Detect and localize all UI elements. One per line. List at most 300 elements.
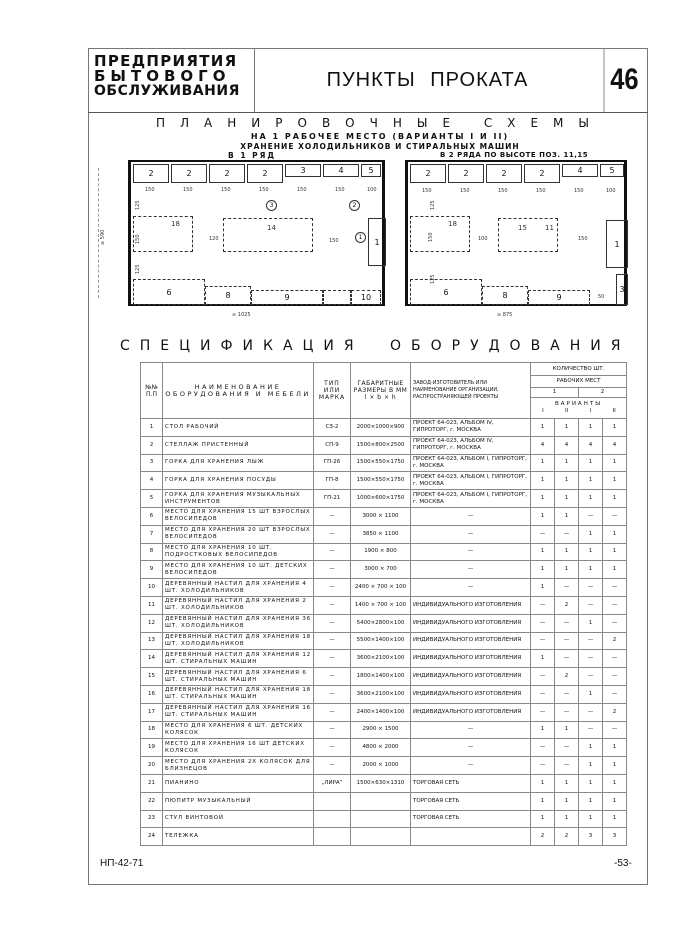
- header-divider: [88, 112, 648, 113]
- table-row: [141, 561, 627, 579]
- item-name: ГОРКА ДЛЯ ХРАНЕНИЯ ЛЫЖ: [163, 454, 314, 472]
- table-row: [141, 472, 627, 490]
- table-row: [141, 632, 627, 650]
- item-name: ПИАНИНО: [163, 774, 314, 792]
- section-heading: ПЛАНИРОВОЧНЫЕ СХЕМЫ: [156, 116, 604, 130]
- table-row: [141, 685, 627, 703]
- page-number: -53-: [614, 858, 632, 869]
- item-name: ДЕРЕВЯННЫЙ НАСТИЛ ДЛЯ ХРАНЕНИЯ 18 ШТ. ХОЛОДИЛЬНИКОВ: [163, 632, 314, 650]
- spec-title-left: СПЕЦИФИКАЦИЯ: [120, 338, 364, 354]
- table-row: [141, 721, 627, 739]
- item-type: ГП-8: [314, 472, 351, 490]
- item-maker: ПРОЕКТ 64-023, АЛЬБОМ I, ГИПРОТОРГ, г. МОСКВА: [411, 472, 531, 490]
- qty-v2-II: 1: [603, 472, 627, 490]
- item-size: 3850 × 1100: [351, 525, 411, 543]
- qty-v1-II: 2: [555, 596, 579, 614]
- item-maker: ПРОЕКТ 64-023, АЛЬБОМ I, ГИПРОТОРГ, г. МОСКВА: [411, 490, 531, 508]
- dimension: 120: [209, 236, 219, 242]
- plan-zone-label: 11: [545, 224, 554, 232]
- item-size: 2000 × 1000: [351, 757, 411, 775]
- table-row: [141, 596, 627, 614]
- row-number: 12: [141, 614, 163, 632]
- qty-v2-I: —: [579, 507, 603, 525]
- qty-v1-II: 2: [555, 668, 579, 686]
- item-type: —: [314, 721, 351, 739]
- dimension: 150: [422, 188, 432, 194]
- table-row: [141, 828, 627, 846]
- qty-v1-II: —: [555, 685, 579, 703]
- qty-v1-II: 1: [555, 810, 579, 828]
- org-line-1: ПРЕДПРИЯТИЯ: [94, 52, 238, 70]
- qty-v2-II: 4: [603, 436, 627, 454]
- plan-item: 2: [171, 164, 207, 183]
- dimension: 100: [606, 188, 616, 194]
- left-height-label: ≥ 590: [100, 229, 106, 245]
- col-header-wp2: 2: [579, 388, 627, 398]
- qty-v1-I: 1: [531, 543, 555, 561]
- qty-v2-II: 1: [603, 419, 627, 437]
- qty-v2-II: 1: [603, 525, 627, 543]
- item-maker: ПРОЕКТ 64-023, АЛЬБОМ I, ГИПРОТОРГ, г. МОСКВА: [411, 454, 531, 472]
- item-maker: ИНДИВИДУАЛЬНОГО ИЗГОТОВЛЕНИЯ: [411, 650, 531, 668]
- plan-zone-label: 18: [448, 220, 457, 228]
- item-maker: —: [411, 721, 531, 739]
- item-type: [314, 792, 351, 810]
- qty-v1-II: —: [555, 632, 579, 650]
- position-marker: 3: [266, 200, 277, 211]
- qty-v2-II: —: [603, 721, 627, 739]
- sheet-number: 46: [604, 48, 645, 112]
- row-number: 2: [141, 436, 163, 454]
- item-size: [351, 792, 411, 810]
- qty-v2-I: 1: [579, 472, 603, 490]
- row-number: 8: [141, 543, 163, 561]
- variants-label: ВАРИАНТЫ: [554, 401, 603, 407]
- dimension: 150: [183, 187, 193, 193]
- plan-item: 2: [448, 164, 484, 183]
- qty-v1-I: 1: [531, 721, 555, 739]
- position-marker: 2: [349, 200, 360, 211]
- row-number: 11: [141, 596, 163, 614]
- item-name: ГОРКА ДЛЯ ХРАНЕНИЯ ПОСУДЫ: [163, 472, 314, 490]
- org-line-3: ОБСЛУЖИВАНИЯ: [94, 83, 240, 99]
- item-size: 1000×600×1750: [351, 490, 411, 508]
- plan-zone: [323, 290, 351, 305]
- qty-v1-I: —: [531, 739, 555, 757]
- item-name: МЕСТО ДЛЯ ХРАНЕНИЯ 6 ШТ. ДЕТСКИХ КОЛЯСОК: [163, 721, 314, 739]
- row-number: 22: [141, 792, 163, 810]
- dimension: 150: [460, 188, 470, 194]
- row-number: 4: [141, 472, 163, 490]
- dimension: 150: [578, 236, 588, 242]
- item-type: [314, 828, 351, 846]
- qty-v1-II: 4: [555, 436, 579, 454]
- qty-v2-I: —: [579, 632, 603, 650]
- item-type: —: [314, 561, 351, 579]
- item-size: 1500×550×1750: [351, 472, 411, 490]
- qty-v1-II: 1: [555, 792, 579, 810]
- qty-v2-II: 1: [603, 490, 627, 508]
- row-number: 16: [141, 685, 163, 703]
- qty-v1-II: —: [555, 614, 579, 632]
- item-name: ДЕРЕВЯННЫЙ НАСТИЛ ДЛЯ ХРАНЕНИЯ 16 ШТ. СТИРАЛЬНЫХ МАШИН: [163, 703, 314, 721]
- dimension: 150: [428, 232, 434, 242]
- qty-v2-I: 1: [579, 810, 603, 828]
- item-maker: —: [411, 757, 531, 775]
- qty-v2-II: —: [603, 668, 627, 686]
- item-name: МЕСТО ДЛЯ ХРАНЕНИЯ 20 ШТ ВЗРОСЛЫХ ВЕЛОСИПЕДОВ: [163, 525, 314, 543]
- qty-v2-I: —: [579, 579, 603, 597]
- plan-item: 2: [209, 164, 245, 183]
- item-type: —: [314, 739, 351, 757]
- table-row: [141, 650, 627, 668]
- item-maker: ПРОЕКТ 64-023, АЛЬБОМ IV, ГИПРОТОРГ, г. МОСКВА: [411, 436, 531, 454]
- qty-v1-II: 1: [555, 721, 579, 739]
- item-maker: —: [411, 579, 531, 597]
- spec-table-body: [141, 419, 627, 846]
- variant-numbers: [531, 408, 626, 415]
- org-line-2: БЫТОВОГО: [94, 67, 231, 85]
- item-type: —: [314, 525, 351, 543]
- item-size: 1500×630×1310: [351, 774, 411, 792]
- dimension: 150: [259, 187, 269, 193]
- qty-v2-II: 1: [603, 543, 627, 561]
- qty-v1-I: 1: [531, 419, 555, 437]
- col-header-maker: ЗАВОД-ИЗГОТОВИТЕЛЬ ИЛИ НАИМЕНОВАНИЕ ОРГАНИЗАЦИИ, РАСПРОСТРАНЯЮЩЕЙ ПРОЕКТЫ: [411, 363, 531, 419]
- qty-v2-II: 1: [603, 739, 627, 757]
- item-size: 3600×2100×100: [351, 685, 411, 703]
- left-plan-caption: В 1 РЯД: [228, 151, 277, 160]
- qty-v1-II: —: [555, 757, 579, 775]
- qty-v1-II: 2: [555, 828, 579, 846]
- col-header-number: №№ П.П: [141, 363, 163, 419]
- plan-item: 4: [562, 164, 598, 177]
- row-number: 15: [141, 668, 163, 686]
- dimension: 150: [135, 234, 141, 244]
- dimension: 125: [135, 264, 141, 274]
- variant-2-I: I: [589, 408, 592, 414]
- document-code: НП-42-71: [100, 858, 144, 869]
- item-type: —: [314, 579, 351, 597]
- item-type: —: [314, 632, 351, 650]
- plan-zone-label: 15: [518, 224, 527, 232]
- col-header-qty: КОЛИЧЕСТВО ШТ.: [531, 363, 627, 376]
- equipment-spec-table: [140, 362, 627, 846]
- qty-v2-I: —: [579, 650, 603, 668]
- item-name: МЕСТО ДЛЯ ХРАНЕНИЯ 10 ШТ. ПОДРОСТКОВЫХ ВЕЛОСИПЕДОВ: [163, 543, 314, 561]
- item-type: —: [314, 703, 351, 721]
- item-type: „ЛИРА“: [314, 774, 351, 792]
- dimension: 50: [598, 294, 605, 300]
- col-header-wp1: 1: [531, 388, 579, 398]
- dimension: 150: [498, 188, 508, 194]
- item-size: [351, 828, 411, 846]
- item-name: ДЕРЕВЯННЫЙ НАСТИЛ ДЛЯ ХРАНЕНИЯ 4 ШТ. ХОЛОДИЛЬНИКОВ: [163, 579, 314, 597]
- qty-v2-II: —: [603, 596, 627, 614]
- dimension: 100: [478, 236, 488, 242]
- item-name: СТЕЛЛАЖ ПРИСТЕННЫЙ: [163, 436, 314, 454]
- qty-v2-II: —: [603, 650, 627, 668]
- item-name: СТОЛ РАБОЧИЙ: [163, 419, 314, 437]
- item-type: —: [314, 507, 351, 525]
- qty-v2-II: 1: [603, 792, 627, 810]
- qty-v2-I: 3: [579, 828, 603, 846]
- plan-zone: [133, 216, 193, 252]
- table-row: [141, 507, 627, 525]
- plan-item: 4: [323, 164, 359, 177]
- qty-v2-II: 1: [603, 561, 627, 579]
- qty-v1-I: 1: [531, 810, 555, 828]
- item-name: СТУЛ ВИНТОВОЙ: [163, 810, 314, 828]
- item-maker: —: [411, 739, 531, 757]
- item-type: —: [314, 668, 351, 686]
- qty-v1-I: 1: [531, 774, 555, 792]
- variant-1-I: I: [542, 408, 544, 414]
- qty-v1-II: —: [555, 739, 579, 757]
- qty-v1-I: 4: [531, 436, 555, 454]
- position-marker: 1: [355, 232, 366, 243]
- plan-zone: 10: [351, 290, 381, 305]
- item-size: 3600×2100×100: [351, 650, 411, 668]
- spec-title-right: ОБОРУДОВАНИЯ: [390, 338, 631, 354]
- variant-1-II: II: [565, 408, 569, 414]
- row-number: 21: [141, 774, 163, 792]
- plan-zone: 9: [528, 290, 590, 305]
- table-row: [141, 757, 627, 775]
- item-maker: ИНДИВИДУАЛЬНОГО ИЗГОТОВЛЕНИЯ: [411, 668, 531, 686]
- item-maker: [411, 828, 531, 846]
- left-width-dimension: ≥ 1025: [232, 312, 251, 318]
- qty-v2-I: —: [579, 721, 603, 739]
- col-header-name: НАИМЕНОВАНИЕ ОБОРУДОВАНИЯ И МЕБЕЛИ: [163, 363, 314, 419]
- row-number: 24: [141, 828, 163, 846]
- table-row: [141, 739, 627, 757]
- dimension: 150: [335, 187, 345, 193]
- table-row: [141, 436, 627, 454]
- item-type: —: [314, 596, 351, 614]
- qty-v2-II: —: [603, 614, 627, 632]
- row-number: 5: [141, 490, 163, 508]
- item-size: 1800×1400×100: [351, 668, 411, 686]
- floor-plan-1-row: [128, 160, 385, 306]
- col-header-variants: [531, 398, 627, 419]
- item-name: МЕСТО ДЛЯ ХРАНЕНИЯ 10 ШТ. ДЕТСКИХ ВЕЛОСИПЕДОВ: [163, 561, 314, 579]
- plan-item: 2: [524, 164, 560, 183]
- plan-item: 5: [600, 164, 624, 177]
- item-size: 3000 × 1100: [351, 507, 411, 525]
- row-number: 14: [141, 650, 163, 668]
- qty-v2-I: 1: [579, 543, 603, 561]
- plan-item: 2: [247, 164, 283, 183]
- qty-v2-I: 1: [579, 490, 603, 508]
- qty-v2-II: 3: [603, 828, 627, 846]
- item-maker: —: [411, 525, 531, 543]
- dimension: 125: [135, 200, 141, 210]
- plan-item: 2: [486, 164, 522, 183]
- qty-v2-I: 1: [579, 525, 603, 543]
- item-size: 2400×1400×100: [351, 703, 411, 721]
- qty-v2-II: —: [603, 507, 627, 525]
- qty-v1-II: 1: [555, 472, 579, 490]
- qty-v2-II: —: [603, 579, 627, 597]
- item-name: ГОРКА ДЛЯ ХРАНЕНИЯ МУЗЫКАЛЬНЫХ ИНСТРУМЕНТОВ: [163, 490, 314, 508]
- qty-v1-II: —: [555, 525, 579, 543]
- table-row: [141, 419, 627, 437]
- item-type: —: [314, 543, 351, 561]
- section-subheading-2: ХРАНЕНИЕ ХОЛОДИЛЬНИКОВ И СТИРАЛЬНЫХ МАШИН: [240, 142, 520, 151]
- row-number: 20: [141, 757, 163, 775]
- item-maker: —: [411, 561, 531, 579]
- qty-v2-II: 1: [603, 810, 627, 828]
- table-row: [141, 543, 627, 561]
- qty-v1-I: —: [531, 525, 555, 543]
- item-size: 3000 × 700: [351, 561, 411, 579]
- item-size: 5500×1400×100: [351, 632, 411, 650]
- plan-item: 3: [616, 274, 628, 305]
- qty-v1-I: 2: [531, 828, 555, 846]
- row-number: 18: [141, 721, 163, 739]
- qty-v1-II: 1: [555, 490, 579, 508]
- qty-v1-I: —: [531, 614, 555, 632]
- row-number: 23: [141, 810, 163, 828]
- qty-v1-II: 1: [555, 419, 579, 437]
- item-size: 1500×800×2500: [351, 436, 411, 454]
- item-name: ТЕЛЕЖКА: [163, 828, 314, 846]
- row-number: 3: [141, 454, 163, 472]
- qty-v1-II: 1: [555, 543, 579, 561]
- row-number: 9: [141, 561, 163, 579]
- item-size: 1400 × 700 × 100: [351, 596, 411, 614]
- page-title: ПУНКТЫ ПРОКАТА: [326, 68, 529, 91]
- item-type: —: [314, 685, 351, 703]
- item-maker: ИНДИВИДУАЛЬНОГО ИЗГОТОВЛЕНИЯ: [411, 596, 531, 614]
- item-maker: ИНДИВИДУАЛЬНОГО ИЗГОТОВЛЕНИЯ: [411, 632, 531, 650]
- qty-v1-II: —: [555, 579, 579, 597]
- table-row: [141, 774, 627, 792]
- item-size: [351, 810, 411, 828]
- qty-v1-I: —: [531, 632, 555, 650]
- col-header-type: ТИП ИЛИ МАРКА: [314, 363, 351, 419]
- item-name: ДЕРЕВЯННЫЙ НАСТИЛ ДЛЯ ХРАНЕНИЯ 18 ШТ. СТИРАЛЬНЫХ МАШИН: [163, 685, 314, 703]
- item-type: СП-9: [314, 436, 351, 454]
- dimension: 150: [221, 187, 231, 193]
- table-row: [141, 668, 627, 686]
- qty-v2-I: 1: [579, 792, 603, 810]
- plan-item: 5: [361, 164, 381, 177]
- qty-v2-I: 1: [579, 685, 603, 703]
- qty-v1-II: 1: [555, 454, 579, 472]
- qty-v1-II: —: [555, 650, 579, 668]
- item-size: 2400 × 700 × 100: [351, 579, 411, 597]
- col-header-workplaces: РАБОЧИХ МЕСТ: [531, 376, 627, 388]
- item-maker: ИНДИВИДУАЛЬНОГО ИЗГОТОВЛЕНИЯ: [411, 614, 531, 632]
- plan-zone: 9: [251, 290, 323, 305]
- plan-zone: 6: [133, 279, 205, 305]
- qty-v1-I: 1: [531, 472, 555, 490]
- qty-v1-I: 1: [531, 507, 555, 525]
- qty-v2-II: 1: [603, 757, 627, 775]
- qty-v2-I: 1: [579, 614, 603, 632]
- plan-item: 3: [285, 164, 321, 177]
- row-number: 7: [141, 525, 163, 543]
- table-row: [141, 703, 627, 721]
- item-size: 1900 × 800: [351, 543, 411, 561]
- qty-v2-I: 1: [579, 739, 603, 757]
- plan-zone-label: 14: [267, 224, 276, 232]
- qty-v2-I: 1: [579, 561, 603, 579]
- item-name: ПЮПИТР МУЗЫКАЛЬНЫЙ: [163, 792, 314, 810]
- qty-v2-II: 1: [603, 774, 627, 792]
- plan-item: 1: [606, 220, 628, 268]
- row-number: 1: [141, 419, 163, 437]
- qty-v2-I: 1: [579, 454, 603, 472]
- item-size: 2900 × 1500: [351, 721, 411, 739]
- item-name: ДЕРЕВЯННЫЙ НАСТИЛ ДЛЯ ХРАНЕНИЯ 36 ШТ. ХОЛОДИЛЬНИКОВ: [163, 614, 314, 632]
- item-maker: ТОРГОВАЯ СЕТЬ: [411, 792, 531, 810]
- dimension: 150: [329, 238, 339, 244]
- qty-v2-I: 1: [579, 757, 603, 775]
- dimension: 150: [297, 187, 307, 193]
- item-type: —: [314, 757, 351, 775]
- item-type: ГП-26: [314, 454, 351, 472]
- floor-plan-2-rows: [405, 160, 627, 306]
- row-number: 17: [141, 703, 163, 721]
- qty-v2-I: —: [579, 596, 603, 614]
- qty-v1-II: 1: [555, 561, 579, 579]
- item-type: [314, 810, 351, 828]
- plan-zone: [410, 216, 470, 252]
- qty-v2-I: 4: [579, 436, 603, 454]
- right-plan-caption: В 2 РЯДА ПО ВЫСОТЕ ПОЗ. 11,15: [440, 151, 589, 159]
- table-row: [141, 579, 627, 597]
- plan-zone: 8: [482, 286, 528, 305]
- dimension: 125: [430, 274, 436, 284]
- dimension: 150: [145, 187, 155, 193]
- table-row: [141, 454, 627, 472]
- table-row: [141, 490, 627, 508]
- qty-v2-I: —: [579, 703, 603, 721]
- row-number: 10: [141, 579, 163, 597]
- table-row: [141, 810, 627, 828]
- item-maker: ПРОЕКТ 64-023, АЛЬБОМ IV, ГИПРОТОРГ, г. МОСКВА: [411, 419, 531, 437]
- qty-v1-I: —: [531, 668, 555, 686]
- item-maker: —: [411, 507, 531, 525]
- qty-v1-I: 1: [531, 454, 555, 472]
- item-name: МЕСТО ДЛЯ ХРАНЕНИЯ 16 ШТ ДЕТСКИХ КОЛЯСОК: [163, 739, 314, 757]
- dimension: 100: [367, 187, 377, 193]
- table-row: [141, 614, 627, 632]
- item-maker: ИНДИВИДУАЛЬНОГО ИЗГОТОВЛЕНИЯ: [411, 703, 531, 721]
- row-number: 13: [141, 632, 163, 650]
- table-row: [141, 792, 627, 810]
- item-size: 5400×2800×100: [351, 614, 411, 632]
- qty-v1-I: 1: [531, 579, 555, 597]
- right-width-dimension: ≥ 875: [497, 312, 513, 318]
- qty-v1-II: 1: [555, 507, 579, 525]
- qty-v1-I: —: [531, 757, 555, 775]
- plan-item: 2: [133, 164, 169, 183]
- item-type: —: [314, 650, 351, 668]
- qty-v2-I: —: [579, 668, 603, 686]
- qty-v1-I: 1: [531, 792, 555, 810]
- row-number: 19: [141, 739, 163, 757]
- dimension: 125: [430, 200, 436, 210]
- plan-item: 2: [410, 164, 446, 183]
- item-type: СЗ-2: [314, 419, 351, 437]
- plan-item: 1: [368, 218, 386, 266]
- qty-v1-I: —: [531, 596, 555, 614]
- org-title-block: [88, 48, 255, 112]
